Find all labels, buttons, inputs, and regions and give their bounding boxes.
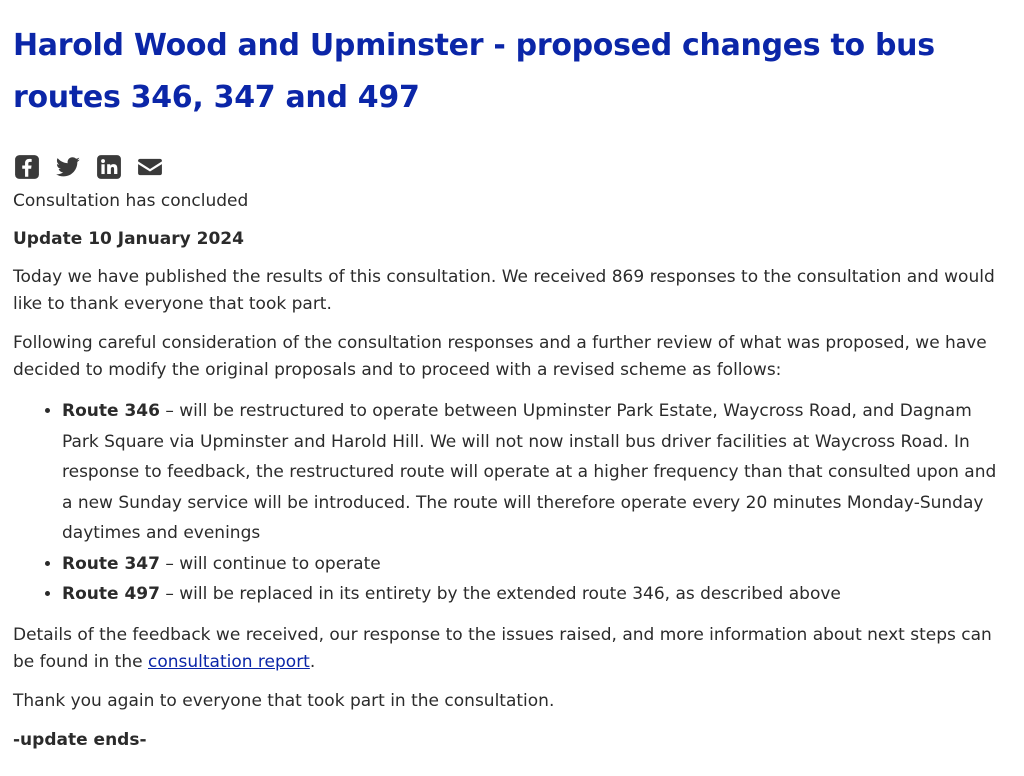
twitter-icon[interactable] xyxy=(54,154,82,180)
list-item xyxy=(62,549,1012,580)
list-item xyxy=(62,396,1012,549)
route-list xyxy=(13,396,1012,610)
route-name: Route 497 xyxy=(62,584,160,604)
route-description: – will continue to operate xyxy=(159,553,381,574)
email-icon[interactable] xyxy=(136,154,164,180)
facebook-icon[interactable] xyxy=(13,154,41,180)
linkedin-icon[interactable] xyxy=(95,154,123,180)
list-item xyxy=(62,579,1012,610)
results-paragraph: Today we have published the results of this consultation. We received 869 responses to the consultation and would like to thank everyone that took part. xyxy=(13,267,995,314)
update-heading: Update 10 January 2024 xyxy=(13,229,244,249)
thanks-paragraph: Thank you again to everyone that took part in the consultation. xyxy=(13,690,555,711)
route-description: – will be replaced in its entirety by the extended route 346, as described above xyxy=(159,584,841,604)
update-ends-marker: -update ends- xyxy=(13,729,147,750)
page-title: Harold Wood and Upminster - proposed changes to bus routes 346, 347 and 497 xyxy=(13,28,935,115)
share-bar xyxy=(13,154,1012,180)
route-name: Route 347 xyxy=(62,553,160,574)
route-name: Route 346 xyxy=(62,401,160,421)
consultation-report-link[interactable]: consultation report xyxy=(148,651,310,672)
details-paragraph xyxy=(13,622,1012,676)
decision-paragraph: Following careful consideration of the consultation responses and a further review of what was proposed, we have decided to modify the original proposals and to proceed with a revised scheme as follows: xyxy=(13,333,987,380)
details-text: Details of the feedback we received, our response to the issues raised, and more information about next steps can be found in the xyxy=(13,624,992,672)
details-text-end: . xyxy=(309,651,316,672)
consultation-status: Consultation has concluded xyxy=(13,191,249,211)
route-description: – will be restructured to operate between Upminster Park Estate, Waycross Road, and Dagnam Park Square via Upminster and Harold Hill. We will not now install bus driver facilities at Waycross Road. In response to feedback, the restructured route will operate at a higher frequency than that consulted upon and a new Sunday service will be introduced. The route will therefore operate every 20 minutes Monday-Sunday daytimes and evenings xyxy=(62,401,997,543)
